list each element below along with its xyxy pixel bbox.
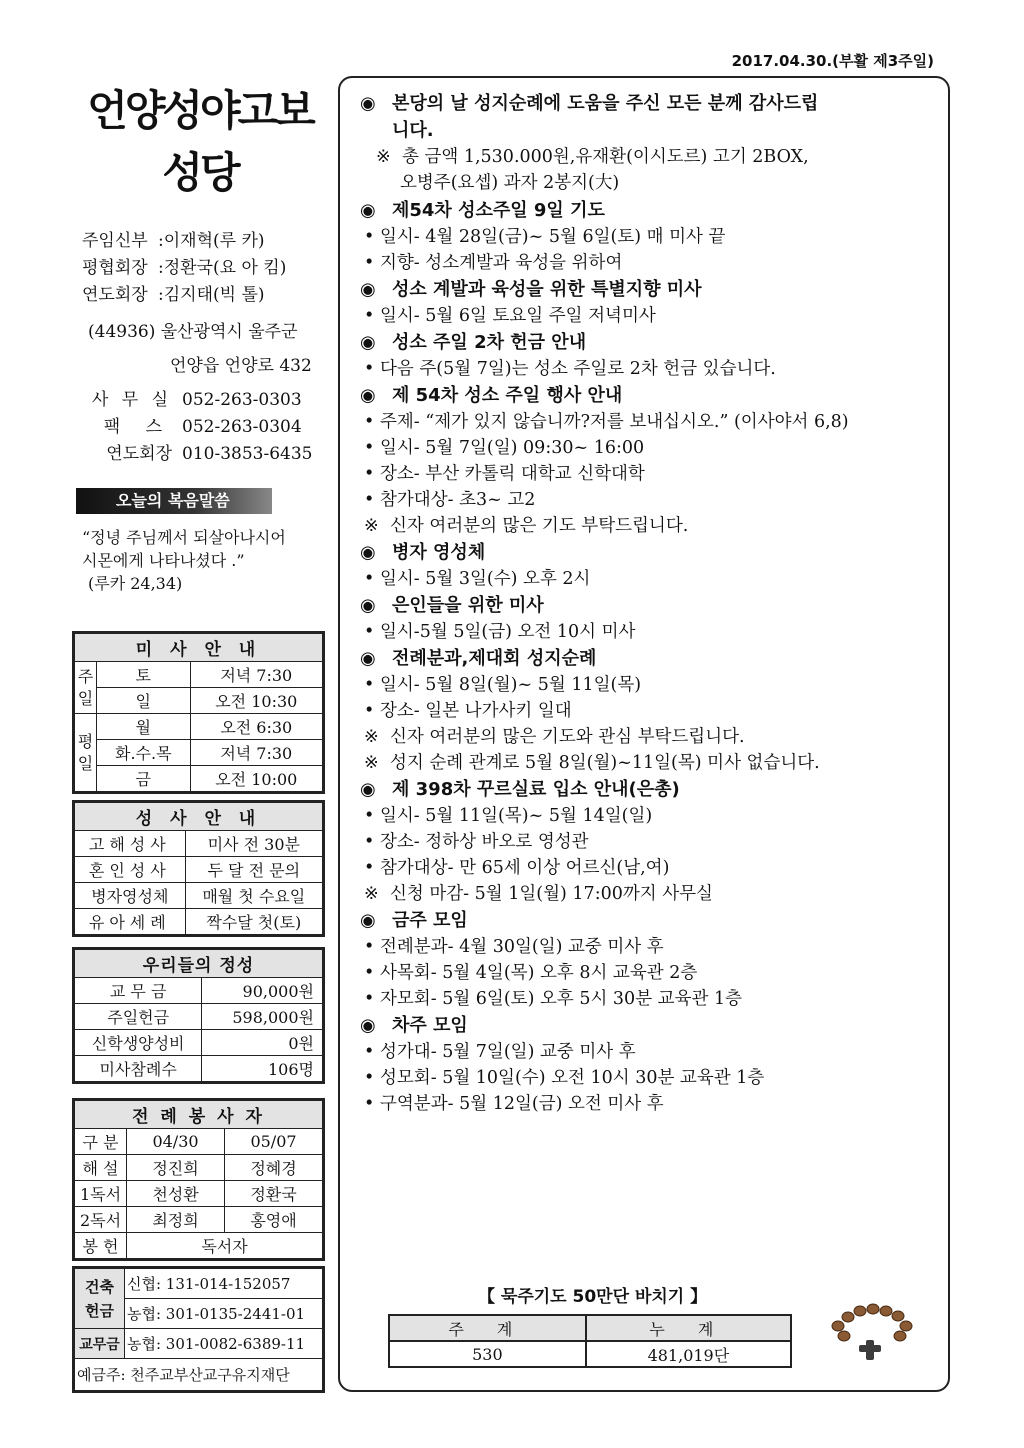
bullet-text: 참가대상- 초3~ 고2 (380, 490, 536, 510)
address-line2: 언양읍 언양로 432 (170, 356, 312, 376)
mass-time: 저녁 7:30 (190, 662, 322, 688)
notice-title: 병자 영성체 (392, 542, 486, 563)
notice-bullet (360, 855, 940, 881)
mass-day: 금 (97, 766, 191, 792)
liturgy-date: 05/07 (225, 1129, 323, 1155)
build-fund-label (75, 1269, 125, 1329)
rosary-title: 【 묵주기도 50만단 바치기 】 (478, 1287, 708, 1307)
notice-bullet (360, 1039, 940, 1065)
notice-title: 전례분과,제대회 성지순례 (392, 648, 597, 669)
notice-bullet (360, 960, 940, 986)
notice-title: 차주 모임 (392, 1015, 468, 1036)
bullet-text: 일시- 5월 3일(수) 오후 2시 (380, 569, 591, 589)
note-icon: ※ (376, 147, 391, 167)
bullet-icon: • (364, 675, 375, 695)
notice-bullet (360, 986, 940, 1012)
liturgy-person: 홍영애 (225, 1207, 323, 1233)
bullet-text: 참가대상- 만 65세 이상 어르신(남,여) (380, 858, 670, 878)
bullet-icon: • (364, 806, 375, 826)
bullet-text: 구역분과- 5월 12일(금) 오전 미사 후 (380, 1094, 664, 1114)
bullet-icon: • (364, 622, 375, 642)
staff-role: 평협회장 (82, 258, 148, 278)
sacraments-title: 성 사 안 내 (75, 803, 323, 831)
notice-bullet (360, 224, 940, 250)
account-owner: 예금주: 천주교부산교구유지재단 (75, 1359, 323, 1391)
notice-heading (360, 645, 940, 672)
note-icon: ※ (364, 753, 379, 773)
sacrament-name: 혼인성사 (75, 857, 186, 883)
bullet-text: 일시-5월 5일(금) 오전 10시 미사 (380, 622, 636, 642)
notice-heading (360, 1012, 940, 1039)
note-icon: ※ (364, 727, 379, 747)
rosary-weekly: 530 (389, 1341, 586, 1367)
bullet-icon: • (364, 989, 375, 1009)
bullet-icon: • (364, 1042, 375, 1062)
address (72, 315, 328, 383)
notice-heading (360, 776, 940, 803)
note-text: 신자 여러분의 많은 기도 부탁드립니다. (390, 516, 689, 536)
liturgy-role: 봉 헌 (75, 1233, 127, 1259)
notice-bullet (360, 803, 940, 829)
mass-group-weekday: 평일 (75, 714, 97, 792)
liturgy-table (72, 1098, 325, 1261)
offering-value: 0원 (202, 1030, 323, 1056)
rosary-header-total: 누 계 (586, 1315, 791, 1341)
notice-bullet (360, 1091, 940, 1117)
target-icon: ◉ (360, 279, 376, 300)
notice-bullet (360, 672, 940, 698)
contact-label: 연도회장 (106, 444, 172, 464)
notice-bullet (360, 487, 940, 513)
bullet-icon: • (364, 306, 375, 326)
bullet-icon: • (364, 963, 375, 983)
parish-name (72, 80, 328, 204)
staff-name: :이재혁(루 카) (158, 231, 265, 251)
church-dues-label: 교무금 (75, 1329, 125, 1359)
offering-label: 주일헌금 (75, 1004, 202, 1030)
mass-day: 월 (97, 714, 191, 740)
bullet-icon: • (364, 359, 375, 379)
notice-note (360, 724, 940, 750)
contact-label: 팩 스 (103, 417, 172, 437)
target-icon: ◉ (360, 595, 376, 616)
accounts-table (72, 1266, 325, 1393)
liturgy-role: 2독서 (75, 1207, 127, 1233)
notice-note (360, 881, 940, 907)
parish-name-line1: 언양성야고보 (87, 86, 313, 135)
mass-schedule-table (72, 631, 325, 794)
note-icon: ※ (364, 516, 379, 536)
bullet-text: 성모회- 5월 10일(수) 오전 10시 30분 교육관 1층 (380, 1068, 765, 1088)
notice-heading-cont: 니다. (392, 120, 434, 141)
contact-row (72, 441, 328, 468)
target-icon: ◉ (360, 648, 376, 669)
gospel-line: “정녕 주님께서 되살아나시어 (82, 528, 286, 547)
liturgy-role: 구 분 (75, 1129, 127, 1155)
bullet-text: 지향- 성소계발과 육성을 위하여 (380, 253, 623, 273)
note-text: 신청 마감- 5월 1일(월) 17:00까지 사무실 (390, 884, 713, 904)
contact-row (72, 414, 328, 441)
mass-time: 오전 10:00 (190, 766, 322, 792)
sacrament-name: 유아세례 (75, 909, 186, 935)
left-column (72, 80, 328, 595)
mass-day: 토 (97, 662, 191, 688)
bullet-text: 일시- 5월 7일(일) 09:30~ 16:00 (380, 438, 645, 458)
gospel-heading: 오늘의 복음말씀 (76, 488, 272, 514)
liturgy-person: 천성환 (127, 1181, 225, 1207)
staff-role: 주임신부 (82, 231, 148, 251)
notice-heading (360, 592, 940, 619)
staff-name: :정환국(요 아 킴) (158, 258, 287, 278)
target-icon: ◉ (360, 332, 376, 353)
bullet-text: 주제- “제가 있지 않습니까?저를 보내십시오.” (이사야서 6,8) (380, 412, 849, 432)
notice-note (360, 513, 940, 539)
notice-title: 제54차 성소주일 9일 기도 (392, 200, 605, 221)
bullet-text: 일시- 5월 8일(월)~ 5월 11일(목) (380, 675, 642, 695)
liturgy-title: 전 례 봉 사 자 (75, 1101, 323, 1129)
sacrament-info: 매월 첫 수요일 (185, 883, 322, 909)
rosary-total: 481,019단 (586, 1341, 791, 1367)
bullet-icon: • (364, 412, 375, 432)
notice-bullet (360, 698, 940, 724)
liturgy-date: 04/30 (127, 1129, 225, 1155)
mass-group-sunday: 주일 (75, 662, 97, 714)
offering-value: 106명 (202, 1056, 323, 1082)
bullet-text: 일시- 4월 28일(금)~ 5월 6일(토) 매 미사 끝 (380, 227, 726, 247)
target-icon: ◉ (360, 542, 376, 563)
target-icon: ◉ (360, 910, 376, 931)
mass-day: 화.수.목 (97, 740, 191, 766)
rosary-table (388, 1314, 792, 1368)
notice-note (360, 144, 940, 170)
gospel-text (72, 526, 328, 595)
bullet-icon: • (364, 701, 375, 721)
rosary-icon (828, 1300, 914, 1360)
liturgy-person: 정환국 (225, 1181, 323, 1207)
bullet-icon: • (364, 438, 375, 458)
target-icon: ◉ (360, 200, 376, 221)
gospel-reference: (루카 24,34) (88, 574, 183, 593)
staff-row (72, 228, 328, 255)
offering-label: 교 무 금 (75, 978, 202, 1004)
bullet-text: 다음 주(5월 7일)는 성소 주일로 2차 헌금 있습니다. (380, 359, 776, 379)
notice-title: 제 54차 성소 주일 행사 안내 (392, 385, 623, 406)
sacrament-info: 미사 전 30분 (185, 831, 322, 857)
contact-label: 사 무 실 (91, 390, 172, 410)
target-icon: ◉ (360, 93, 376, 114)
offering-table (72, 947, 325, 1084)
liturgy-person: 독서자 (127, 1233, 323, 1259)
parish-name-line2: 성당 (162, 148, 238, 197)
bullet-text: 장소- 정하상 바오로 영성관 (380, 832, 589, 852)
notice-heading (360, 276, 940, 303)
notice-title: 은인들을 위한 미사 (392, 595, 544, 616)
account-shin: 신협: 131-014-152057 (125, 1269, 323, 1299)
build-fund-label-line1: 건축 (85, 1277, 114, 1296)
bullet-text: 장소- 부산 카톨릭 대학교 신학대학 (380, 464, 645, 484)
mass-time: 오전 10:30 (190, 688, 322, 714)
bullet-text: 전례분과- 4월 30일(일) 교중 미사 후 (380, 937, 664, 957)
gospel-line: 시몬에게 나타나셨다 .” (82, 551, 245, 570)
offering-title: 우리들의 정성 (75, 950, 323, 978)
sacrament-name: 병자영성체 (75, 883, 186, 909)
mass-time: 오전 6:30 (190, 714, 322, 740)
offering-value: 598,000원 (202, 1004, 323, 1030)
bullet-text: 성가대- 5월 7일(일) 교중 미사 후 (380, 1042, 636, 1062)
notice-title: 금주 모임 (392, 910, 468, 931)
staff-role: 연도회장 (82, 285, 148, 305)
issue-date: 2017.04.30.(부활 제3주일) (731, 52, 934, 70)
notice-title: 본당의 날 성지순례에 도움을 주신 모든 분께 감사드립 (392, 93, 819, 114)
bullet-text: 사목회- 5월 4일(목) 오후 8시 교육관 2층 (380, 963, 698, 983)
staff-row (72, 255, 328, 282)
bullet-icon: • (364, 464, 375, 484)
account-nong2: 농협: 301-0082-6389-11 (125, 1329, 323, 1359)
notice-bullet (360, 409, 940, 435)
offering-value: 90,000원 (202, 978, 323, 1004)
target-icon: ◉ (360, 779, 376, 800)
sacraments-table (72, 800, 325, 937)
notice-bullet (360, 461, 940, 487)
bullet-icon: • (364, 490, 375, 510)
liturgy-person: 정진희 (127, 1155, 225, 1181)
notice-heading (360, 907, 940, 934)
bullet-icon: • (364, 1094, 375, 1114)
sacrament-name: 고해성사 (75, 831, 186, 857)
bullet-icon: • (364, 1068, 375, 1088)
target-icon: ◉ (360, 385, 376, 406)
account-nong1: 농협: 301-0135-2441-01 (125, 1299, 323, 1329)
rosary-header-weekly: 주 계 (389, 1315, 586, 1341)
notice-bullet (360, 619, 940, 645)
offering-label: 미사참례수 (75, 1056, 202, 1082)
liturgy-role: 해 설 (75, 1155, 127, 1181)
staff-name: :김지태(빅 톨) (158, 285, 265, 305)
notice-heading (360, 197, 940, 224)
bullet-text: 장소- 일본 나가사키 일대 (380, 701, 572, 721)
liturgy-role: 1독서 (75, 1181, 127, 1207)
bullet-text: 일시- 5월 6일 토요일 주일 저녁미사 (380, 306, 656, 326)
build-fund-label-line2: 헌금 (85, 1301, 114, 1320)
notice-bullet (360, 934, 940, 960)
bullet-icon: • (364, 937, 375, 957)
mass-day: 일 (97, 688, 191, 714)
staff-list (72, 228, 328, 309)
notice-bullet (360, 435, 940, 461)
contacts (72, 387, 328, 468)
note-text: 신자 여러분의 많은 기도와 관심 부탁드립니다. (390, 727, 745, 747)
bullet-text: 자모회- 5월 6일(토) 오후 5시 30분 교육관 1층 (380, 989, 742, 1009)
notice-bullet (360, 829, 940, 855)
mass-title: 미 사 안 내 (75, 634, 323, 662)
notice-title: 제 398차 꾸르실료 입소 안내(은총) (392, 779, 680, 800)
note-icon: ※ (364, 884, 379, 904)
bullet-icon: • (364, 569, 375, 589)
liturgy-person: 정혜경 (225, 1155, 323, 1181)
bullet-icon: • (364, 832, 375, 852)
contact-value: 052-263-0304 (182, 417, 302, 437)
notice-note (360, 750, 940, 776)
target-icon: ◉ (360, 1015, 376, 1036)
bullet-text: 일시- 5월 11일(목)~ 5월 14일(일) (380, 806, 653, 826)
staff-row (72, 282, 328, 309)
contact-value: 052-263-0303 (182, 390, 302, 410)
sacrament-info: 두 달 전 문의 (185, 857, 322, 883)
liturgy-person: 최정희 (127, 1207, 225, 1233)
notice-bullet (360, 1065, 940, 1091)
notice-bullet (360, 303, 940, 329)
note-text: 총 금액 1,530.000원,유재환(이시도르) 고기 2BOX, (402, 147, 809, 167)
notice-heading (360, 329, 940, 356)
sacrament-info: 짝수달 첫(토) (185, 909, 322, 935)
notice-note-cont: 오병주(요셉) 과자 2봉지(大) (400, 173, 620, 193)
notice-heading (360, 382, 940, 409)
bullet-icon: • (364, 227, 375, 247)
notice-heading (360, 539, 940, 566)
offering-label: 신학생양성비 (75, 1030, 202, 1056)
note-text: 성지 순례 관계로 5월 8일(월)~11일(목) 미사 없습니다. (390, 753, 820, 773)
bullet-icon: • (364, 858, 375, 878)
contact-row (72, 387, 328, 414)
notices (360, 90, 940, 1117)
notice-bullet (360, 356, 940, 382)
notice-title: 성소 계발과 육성을 위한 특별지향 미사 (392, 279, 702, 300)
notice-bullet (360, 566, 940, 592)
notice-title: 성소 주일 2차 헌금 안내 (392, 332, 587, 353)
mass-time: 저녁 7:30 (190, 740, 322, 766)
bullet-icon: • (364, 253, 375, 273)
contact-value: 010-3853-6435 (182, 444, 313, 464)
address-line1: (44936) 울산광역시 울주군 (88, 322, 298, 342)
notice-bullet (360, 250, 940, 276)
notice-heading (360, 90, 940, 117)
